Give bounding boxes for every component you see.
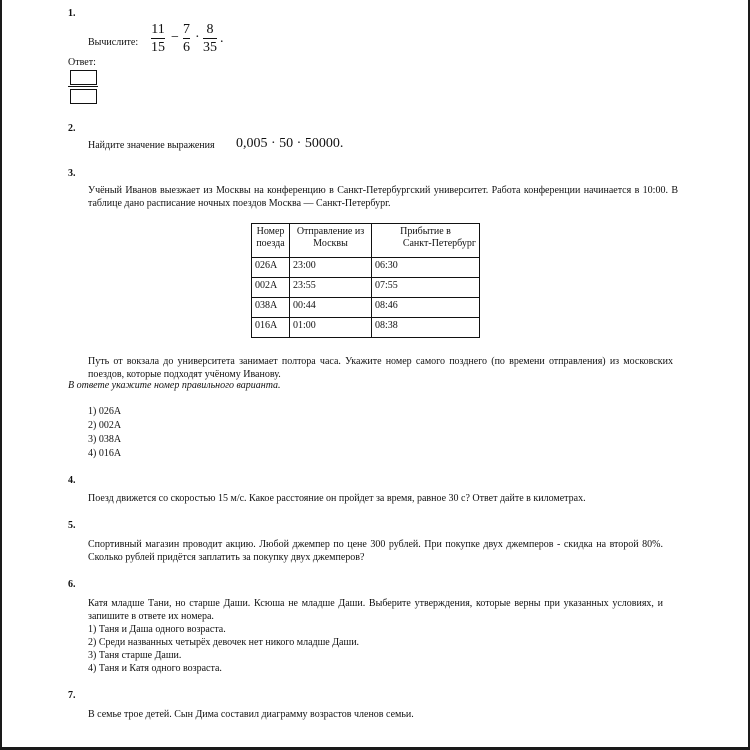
q1-frac1-denominator: 15 <box>151 40 165 55</box>
q2-expression: 0,005 · 50 · 50000. <box>236 136 344 151</box>
q1-dot: · <box>195 30 200 45</box>
q1-answer-fraction-line <box>68 86 98 87</box>
q1-number: 1. <box>68 8 76 19</box>
table-row <box>252 278 480 298</box>
cell-arrival: 06:30 <box>372 258 480 278</box>
page-edge-left <box>0 0 2 750</box>
train-schedule-table <box>251 223 480 338</box>
cell-departure: 23:55 <box>290 278 372 298</box>
q1-end-period: . <box>220 31 224 46</box>
cell-arrival: 07:55 <box>372 278 480 298</box>
q6-option-2[interactable]: 2) Среди названных четырёх девочек нет никого младше Даши. <box>88 637 360 648</box>
q1-answer-denominator-box[interactable] <box>70 89 97 104</box>
table-row <box>252 298 480 318</box>
q7-number: 7. <box>68 690 76 701</box>
header-arrival <box>372 224 480 258</box>
q3-option-4[interactable]: 4) 016А <box>88 448 122 459</box>
header-train-number: Номер поезда <box>252 224 290 258</box>
q1-frac1-numerator: 11 <box>151 22 165 37</box>
q1-frac3-denominator: 35 <box>203 40 217 55</box>
q3-option-1[interactable]: 1) 026А <box>88 406 122 417</box>
header-arrival-line1: Прибытие в <box>400 226 451 237</box>
q3-option-3[interactable]: 3) 038А <box>88 434 122 445</box>
cell-departure: 23:00 <box>290 258 372 278</box>
cell-train: 002А <box>252 278 290 298</box>
q1-prompt: Вычислите: <box>88 37 139 48</box>
cell-train: 038А <box>252 298 290 318</box>
q6-option-1[interactable]: 1) Таня и Даша одного возраста. <box>88 624 226 635</box>
q4-text: Поезд движется со скоростью 15 м/с. Какое расстояние он пройдет за время, равное 30 с? Ответ дайте в километрах. <box>88 493 586 504</box>
q1-fraction-1 <box>151 22 165 55</box>
q3-number: 3. <box>68 168 76 179</box>
q2-number: 2. <box>68 123 76 134</box>
table-header-row <box>252 224 480 258</box>
q6-number: 6. <box>68 579 76 590</box>
cell-arrival: 08:46 <box>372 298 480 318</box>
q5-number: 5. <box>68 520 76 531</box>
q6-option-4[interactable]: 4) Таня и Катя одного возраста. <box>88 663 222 674</box>
cell-departure: 00:44 <box>290 298 372 318</box>
cell-arrival: 08:38 <box>372 318 480 338</box>
q1-frac2-denominator: 6 <box>183 40 190 55</box>
q4-number: 4. <box>68 475 76 486</box>
q1-fraction-2 <box>183 22 190 55</box>
cell-train: 026А <box>252 258 290 278</box>
table-row <box>252 258 480 278</box>
table-row <box>252 318 480 338</box>
q1-answer-label: Ответ: <box>68 57 96 68</box>
q1-frac2-numerator: 7 <box>183 22 190 37</box>
header-departure: Отправление из Москвы <box>290 224 372 258</box>
cell-departure: 01:00 <box>290 318 372 338</box>
q3-instruction: В ответе укажите номер правильного варианта. <box>68 380 281 391</box>
q1-fraction-3 <box>203 22 217 55</box>
header-arrival-line2: Санкт-Петербург <box>402 238 476 249</box>
cell-train: 016А <box>252 318 290 338</box>
q1-minus: − <box>171 30 179 45</box>
q5-text: Спортивный магазин проводит акцию. Любой джемпер по цене 300 рублей. При покупке двух джемперов - скидка на второй 80%. Сколько рублей придётся заплатить за покупку двух джемперов? <box>88 539 663 563</box>
q3-option-2[interactable]: 2) 002А <box>88 420 122 431</box>
q6-text: Катя младше Тани, но старше Даши. Ксюша не младше Даши. Выберите утверждения, которые верны при указанных условиях, и запишите в ответе их номера. <box>88 598 663 622</box>
q1-answer-numerator-box[interactable] <box>70 70 97 85</box>
q6-option-3[interactable]: 3) Таня старше Даши. <box>88 650 182 661</box>
q1-frac3-numerator: 8 <box>206 22 214 37</box>
q2-prompt: Найдите значение выражения <box>88 140 215 151</box>
q3-intro: Учёный Иванов выезжает из Москвы на конференцию в Санкт-Петербургский университет. Работа конференции начинается в 10:00. В таблице дано расписание ночных поездов Москва — Санкт-Петербург. <box>88 185 678 209</box>
q3-question: Путь от вокзала до университета занимает полтора часа. Укажите номер самого позднего (по времени отправления) из московских поездов, которые подходят учёному Иванову. <box>88 356 673 380</box>
q7-text: В семье трое детей. Сын Дима составил диаграмму возрастов членов семьи. <box>88 709 414 720</box>
